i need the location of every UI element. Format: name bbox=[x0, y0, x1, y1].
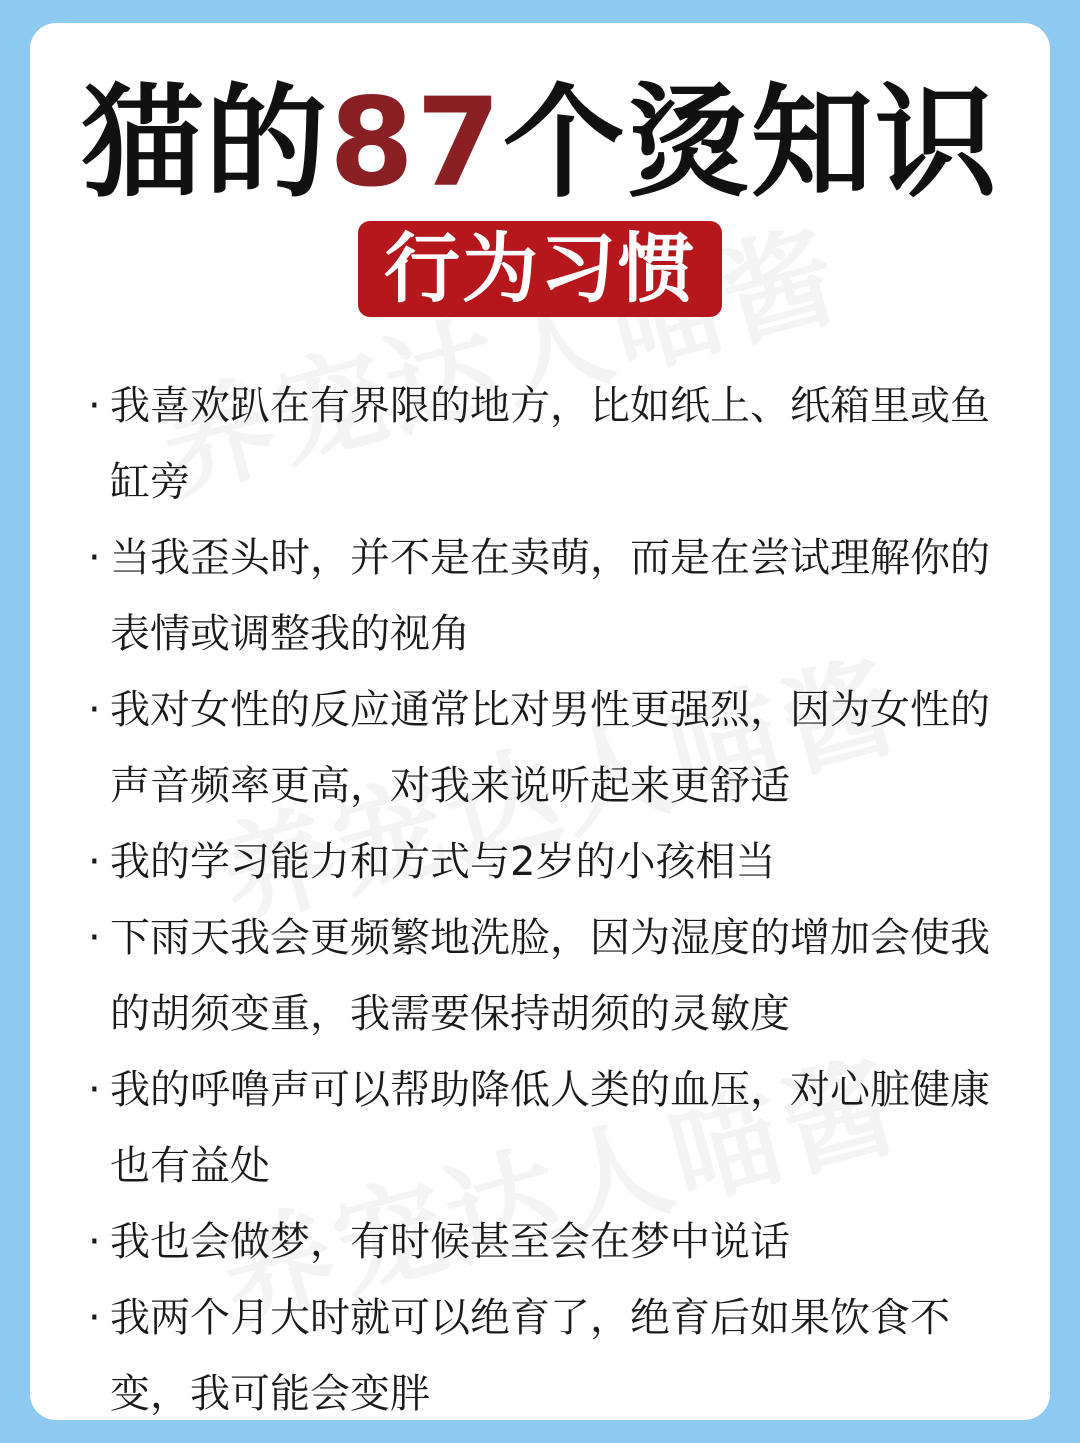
bullet-dot-icon: · bbox=[88, 687, 101, 733]
list-item bbox=[88, 368, 1000, 520]
title-suffix: 个烫知识 bbox=[502, 72, 999, 214]
list-item bbox=[88, 824, 1000, 900]
bullet-dot-icon: · bbox=[88, 383, 101, 429]
list-item-text: 我对女性的反应通常比对男性更强烈，因为女性的声音频率更高，对我来说听起来更舒适 bbox=[110, 687, 990, 809]
list-item-text: 我喜欢趴在有界限的地方，比如纸上、纸箱里或鱼缸旁 bbox=[110, 383, 990, 505]
title-number: 87 bbox=[329, 72, 503, 214]
list-item bbox=[88, 1052, 1000, 1204]
list-item bbox=[88, 1280, 1000, 1420]
bullet-dot-icon: · bbox=[88, 1067, 101, 1113]
content-card bbox=[30, 23, 1050, 1420]
list-item bbox=[88, 520, 1000, 672]
list-item bbox=[88, 1204, 1000, 1280]
list-item-text: 我两个月大时就可以绝育了，绝育后如果饮食不变，我可能会变胖 bbox=[110, 1295, 950, 1417]
list-item-text: 我的呼噜声可以帮助降低人类的血压，对心脏健康也有益处 bbox=[110, 1067, 990, 1189]
list-item bbox=[88, 672, 1000, 824]
bullet-dot-icon: · bbox=[88, 535, 101, 581]
list-item-text: 当我歪头时，并不是在卖萌，而是在尝试理解你的表情或调整我的视角 bbox=[110, 535, 990, 657]
list-item-text: 下雨天我会更频繁地洗脸，因为湿度的增加会使我的胡须变重，我需要保持胡须的灵敏度 bbox=[110, 915, 990, 1037]
subtitle-badge-wrap bbox=[30, 221, 1050, 317]
bullet-dot-icon: · bbox=[88, 1219, 101, 1265]
page-title bbox=[30, 73, 1050, 213]
title-prefix: 猫的 bbox=[81, 72, 330, 214]
subtitle-badge: 行为习惯 bbox=[358, 221, 722, 317]
bullet-dot-icon: · bbox=[88, 839, 101, 885]
bullet-dot-icon: · bbox=[88, 915, 101, 961]
list-item-text: 我也会做梦，有时候甚至会在梦中说话 bbox=[110, 1219, 790, 1265]
fact-list bbox=[88, 368, 1000, 1420]
bullet-dot-icon: · bbox=[88, 1295, 101, 1341]
list-item bbox=[88, 900, 1000, 1052]
list-item-text: 我的学习能力和方式与2岁的小孩相当 bbox=[110, 839, 776, 885]
